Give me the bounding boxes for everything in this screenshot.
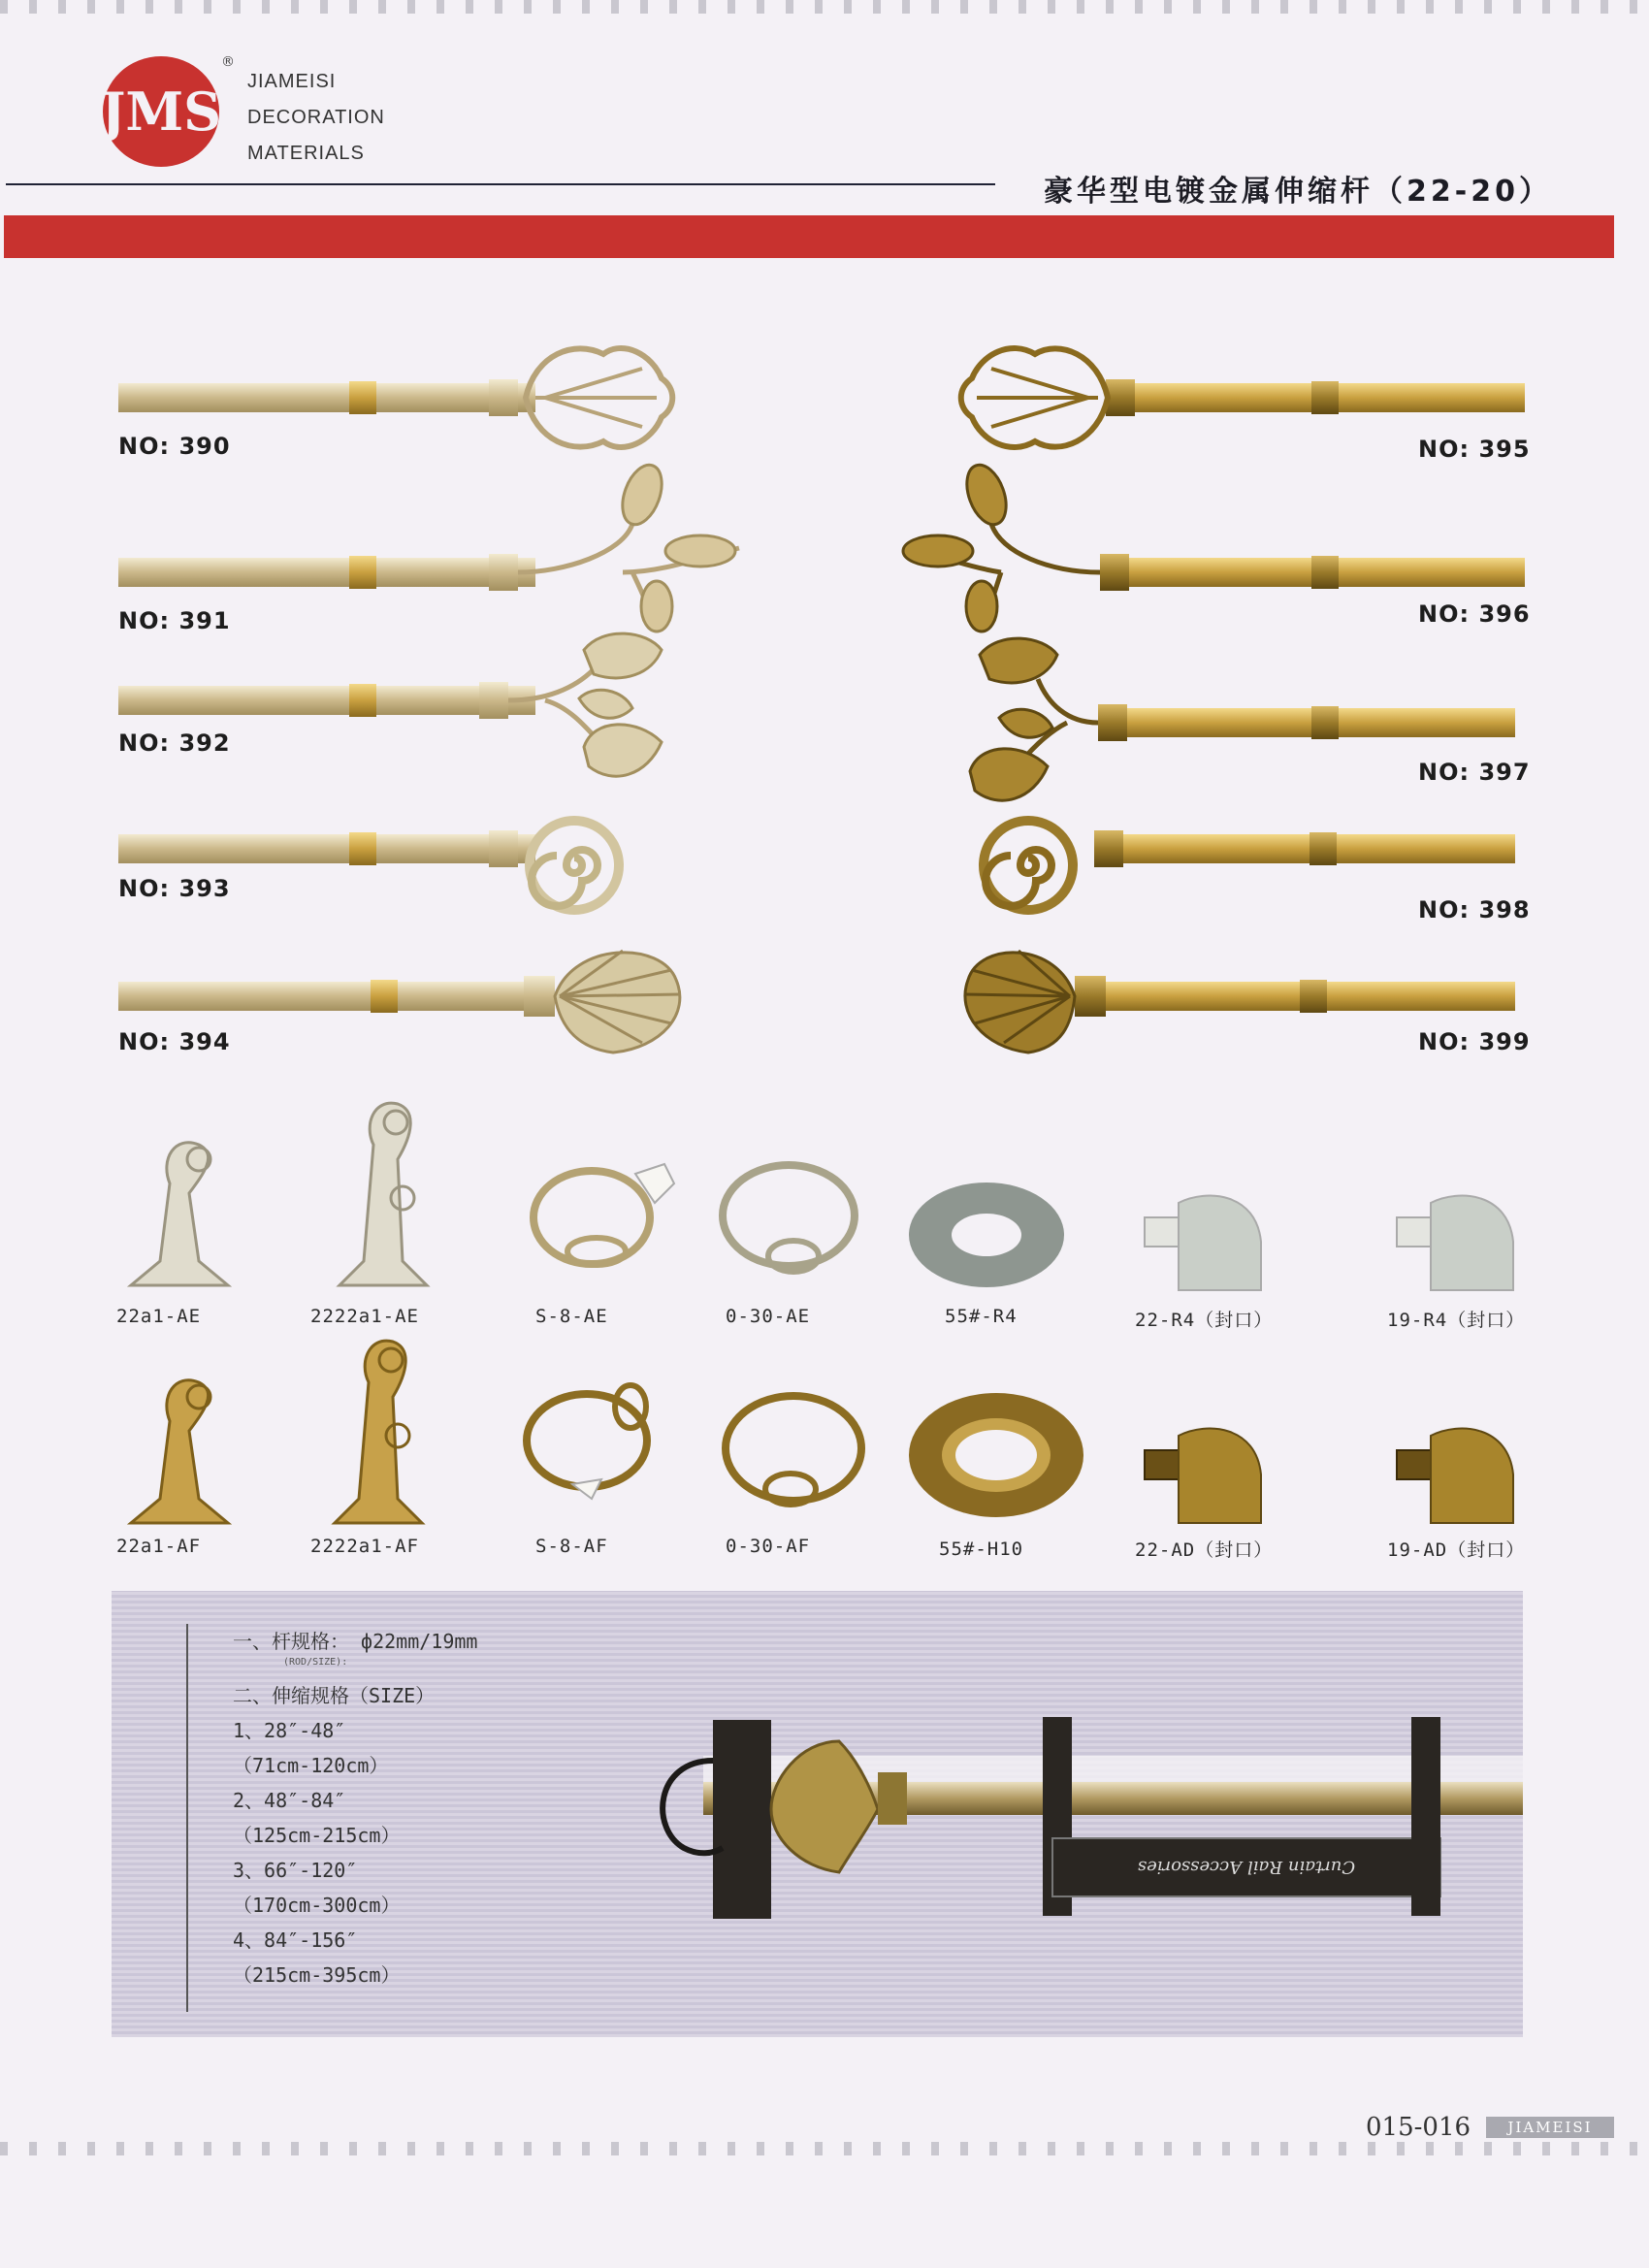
accessory-0-30-ae-label: 0-30-AE: [726, 1306, 811, 1327]
spec-divider: [186, 1624, 188, 2012]
size-3: 3、66″-120″: [233, 1859, 358, 1882]
rod-397-label: NO: 397: [1418, 759, 1531, 786]
rod-spec-en: (ROD/SIZE):: [283, 1657, 348, 1668]
endcap-19-r4-image: [1392, 1188, 1528, 1295]
rod-399-label: NO: 399: [1418, 1028, 1531, 1055]
bracket-22a1-ae-image: [121, 1135, 238, 1290]
accessory-22a1-af-label: 22a1-AF: [116, 1536, 202, 1557]
endcap-19-ad-image: [1392, 1421, 1528, 1528]
red-banner: [4, 215, 1614, 258]
bottom-dash-border: [0, 2142, 1649, 2155]
ring-0-30-ae-image: [716, 1159, 871, 1285]
accessory-2222a1-af-label: 2222a1-AF: [310, 1536, 419, 1557]
page-title: 豪华型电镀金属伸缩杆（22-20）: [1044, 175, 1552, 209]
brand-line-1: JIAMEISI: [247, 71, 337, 92]
svg-text:Curtain Rail Accessories: Curtain Rail Accessories: [1137, 1857, 1356, 1877]
grommet-55-h10-image: [907, 1387, 1091, 1523]
brand-line-3: MATERIALS: [247, 143, 365, 164]
accessory-22-ad-label: 22-AD（封口）: [1135, 1539, 1274, 1561]
ring-0-30-af-image: [718, 1392, 873, 1518]
size-4-cm: （215cm-395cm）: [233, 1963, 401, 1987]
accessory-22-r4-label: 22-R4（封口）: [1135, 1310, 1274, 1331]
rod-395-label: NO: 395: [1418, 436, 1531, 463]
size-1: 1、28″-48″: [233, 1719, 346, 1742]
rod-391-image: [118, 466, 749, 631]
bracket-22a1-af-image: [121, 1373, 238, 1528]
size-2-cm: （125cm-215cm）: [233, 1824, 401, 1847]
rod-393-image: [118, 815, 700, 931]
accessory-0-30-af-label: 0-30-AF: [726, 1536, 811, 1557]
ring-s-8-ae-image: [519, 1145, 684, 1280]
endcap-22-r4-image: [1140, 1188, 1276, 1295]
accessory-s-8-af-label: S-8-AF: [535, 1536, 608, 1557]
rod-spec: 一、杆规格： ф22mm/19mm: [233, 1630, 478, 1653]
header-rule: [6, 183, 995, 185]
svg-text:JMS: JMS: [100, 81, 222, 143]
bracket-2222a1-af-image: [315, 1339, 432, 1528]
brand-line-2: DECORATION: [247, 107, 385, 128]
endcap-22-ad-image: [1140, 1421, 1276, 1528]
rod-391-label: NO: 391: [118, 607, 231, 634]
rod-393-label: NO: 393: [118, 875, 231, 902]
accessory-2222a1-ae-label: 2222a1-AE: [310, 1306, 419, 1327]
rod-392-image: [118, 631, 700, 805]
accessory-55-h10-label: 55#-H10: [939, 1539, 1024, 1560]
registered-mark: ®: [221, 54, 235, 70]
rod-396-label: NO: 396: [1418, 600, 1531, 628]
bracket-2222a1-ae-image: [320, 1101, 436, 1290]
accessory-55-r4-label: 55#-R4: [945, 1306, 1018, 1327]
size-2: 2、48″-84″: [233, 1789, 346, 1812]
accessory-19-r4-label: 19-R4（封口）: [1387, 1310, 1526, 1331]
size-1-cm: （71cm-120cm）: [233, 1754, 389, 1777]
rod-394-label: NO: 394: [118, 1028, 231, 1055]
rod-390-label: NO: 390: [118, 433, 231, 460]
packaged-rod-image: [645, 1712, 1523, 1926]
page-number: 015-016: [1366, 2113, 1471, 2142]
size-3-cm: （170cm-300cm）: [233, 1894, 401, 1917]
accessory-22a1-ae-label: 22a1-AE: [116, 1306, 202, 1327]
rod-392-label: NO: 392: [118, 729, 231, 757]
ring-s-8-af-image: [504, 1377, 669, 1513]
accessory-19-ad-label: 19-AD（封口）: [1387, 1539, 1526, 1561]
brand-name: [247, 64, 385, 172]
top-dash-border: [0, 0, 1649, 14]
jms-logo: [101, 54, 221, 169]
size-title: 二、伸缩规格（SIZE）: [233, 1684, 436, 1707]
size-4: 4、84″-156″: [233, 1928, 358, 1952]
page-tag: JIAMEISI: [1486, 2117, 1614, 2138]
grommet-55-r4-image: [907, 1179, 1072, 1295]
rod-398-label: NO: 398: [1418, 896, 1531, 923]
accessory-s-8-ae-label: S-8-AE: [535, 1306, 608, 1327]
